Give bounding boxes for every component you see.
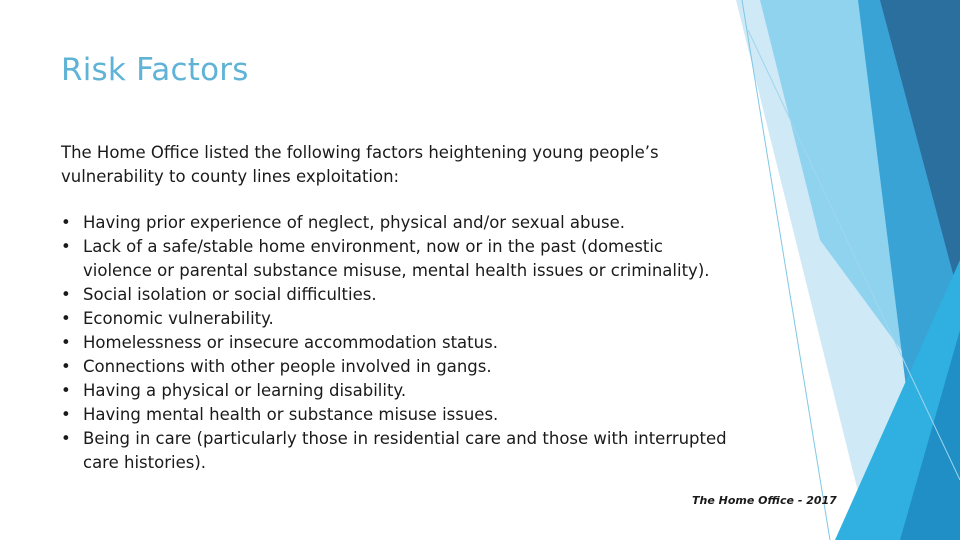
bullet-icon: • [61, 333, 71, 352]
bullet-icon: • [61, 285, 71, 304]
list-item [61, 211, 731, 235]
list-item-text: Having a physical or learning disability. [83, 381, 407, 400]
list-item-text: Economic vulnerability. [83, 309, 274, 328]
list-item [61, 427, 731, 475]
bullet-icon: • [61, 309, 71, 328]
list-item-text: Homelessness or insecure accommodation status. [83, 333, 498, 352]
intro-text: The Home Office listed the following factors heightening young people’s vulnerability to county lines exploitation: [61, 143, 659, 186]
slide-title: Risk Factors [61, 52, 249, 88]
list-item [61, 307, 731, 331]
bullet-icon: • [61, 429, 71, 448]
list-item-text: Having mental health or substance misuse issues. [83, 405, 499, 424]
list-item [61, 403, 731, 427]
list-item [61, 283, 731, 307]
bullet-icon: • [61, 405, 71, 424]
list-item [61, 331, 731, 355]
list-item [61, 235, 731, 283]
bullet-icon: • [61, 357, 71, 376]
risk-factor-list [61, 211, 731, 475]
source-citation: The Home Office - 2017 [692, 494, 837, 507]
list-item-text: Connections with other people involved in gangs. [83, 357, 492, 376]
bullet-icon: • [61, 381, 71, 400]
list-item-text: Social isolation or social difficulties. [83, 285, 377, 304]
list-item-text: Lack of a safe/stable home environment, now or in the past (domestic violence or parental substance misuse, mental health issues or criminality). [83, 237, 710, 280]
list-item-text: Being in care (particularly those in residential care and those with interrupted care histories). [83, 429, 727, 472]
list-item-text: Having prior experience of neglect, physical and/or sexual abuse. [83, 213, 625, 232]
bullet-icon: • [61, 213, 71, 232]
list-item [61, 379, 731, 403]
list-item [61, 355, 731, 379]
bullet-icon: • [61, 237, 71, 256]
